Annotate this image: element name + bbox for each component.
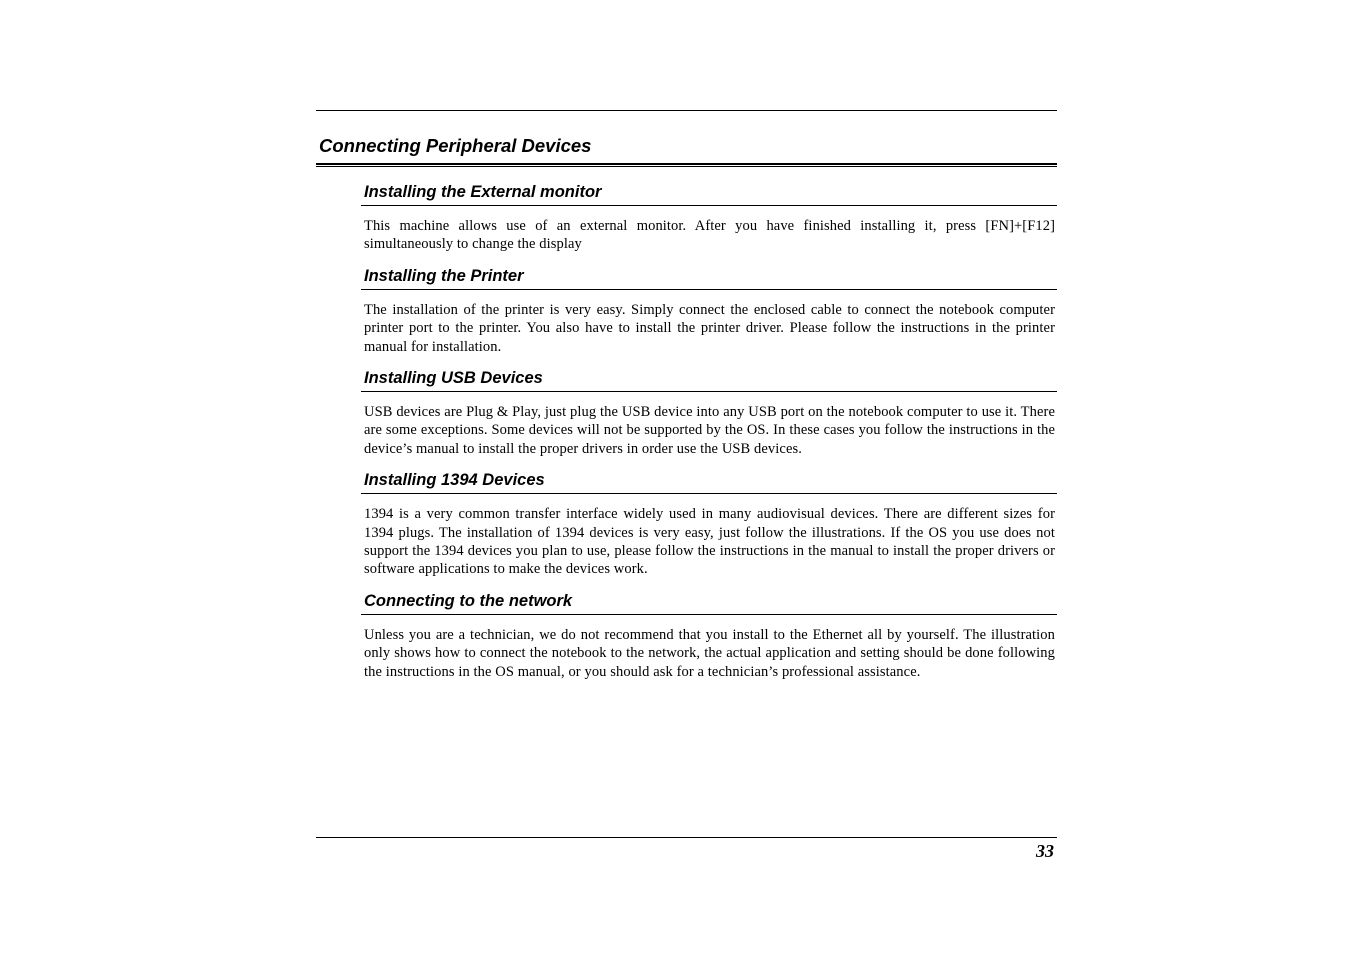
section-external-monitor	[361, 180, 1057, 254]
section-usb-devices	[361, 366, 1057, 458]
section-body: USB devices are Plug & Play, just plug the USB device into any USB port on the notebook computer to use it. There are some exceptions. Some devices will not be supported by the OS. In these cases you follow the instructions in the device’s manual to install the proper drivers in order use the USB devices.	[364, 404, 1055, 457]
section-heading: Installing the Printer	[361, 264, 1057, 290]
section-printer	[361, 264, 1057, 356]
section-1394-devices	[361, 468, 1057, 579]
section-heading: Installing 1394 Devices	[361, 468, 1057, 494]
chapter-divider	[316, 163, 1057, 165]
page-number: 33	[1036, 841, 1054, 861]
section-body: This machine allows use of an external monitor. After you have finished installing it, press [FN]+[F12] simultaneously to change the display	[364, 218, 1055, 253]
section-body: The installation of the printer is very easy. Simply connect the enclosed cable to connect the notebook computer printer port to the printer. You also have to install the printer driver. Please follow the instructions in the printer manual for installation.	[364, 301, 1055, 355]
footer-divider	[316, 837, 1057, 838]
chapter-divider-thin	[316, 166, 1057, 167]
chapter-title: Connecting Peripheral Devices	[319, 135, 592, 156]
section-heading: Connecting to the network	[361, 589, 1057, 615]
section-heading: Installing USB Devices	[361, 366, 1057, 392]
section-body: Unless you are a technician, we do not recommend that you install to the Ethernet all by yourself. The illustration only shows how to connect the notebook to the network, the actual application and setting should be done following the instructions in the OS manual, or you should ask for a technician’s professional assistance.	[364, 626, 1055, 680]
top-divider	[316, 110, 1057, 111]
section-heading: Installing the External monitor	[361, 180, 1057, 206]
section-body: 1394 is a very common transfer interface widely used in many audiovisual devices. There are different sizes for 1394 plugs. The installation of 1394 devices is very easy, just follow the illustrations. If the OS you use does not support the 1394 devices you plan to use, please follow the instructions in the manual to install the proper drivers or software applications to make the devices work.	[364, 506, 1055, 578]
section-network	[361, 589, 1057, 681]
content-area	[361, 180, 1057, 691]
manual-page	[316, 0, 1057, 954]
